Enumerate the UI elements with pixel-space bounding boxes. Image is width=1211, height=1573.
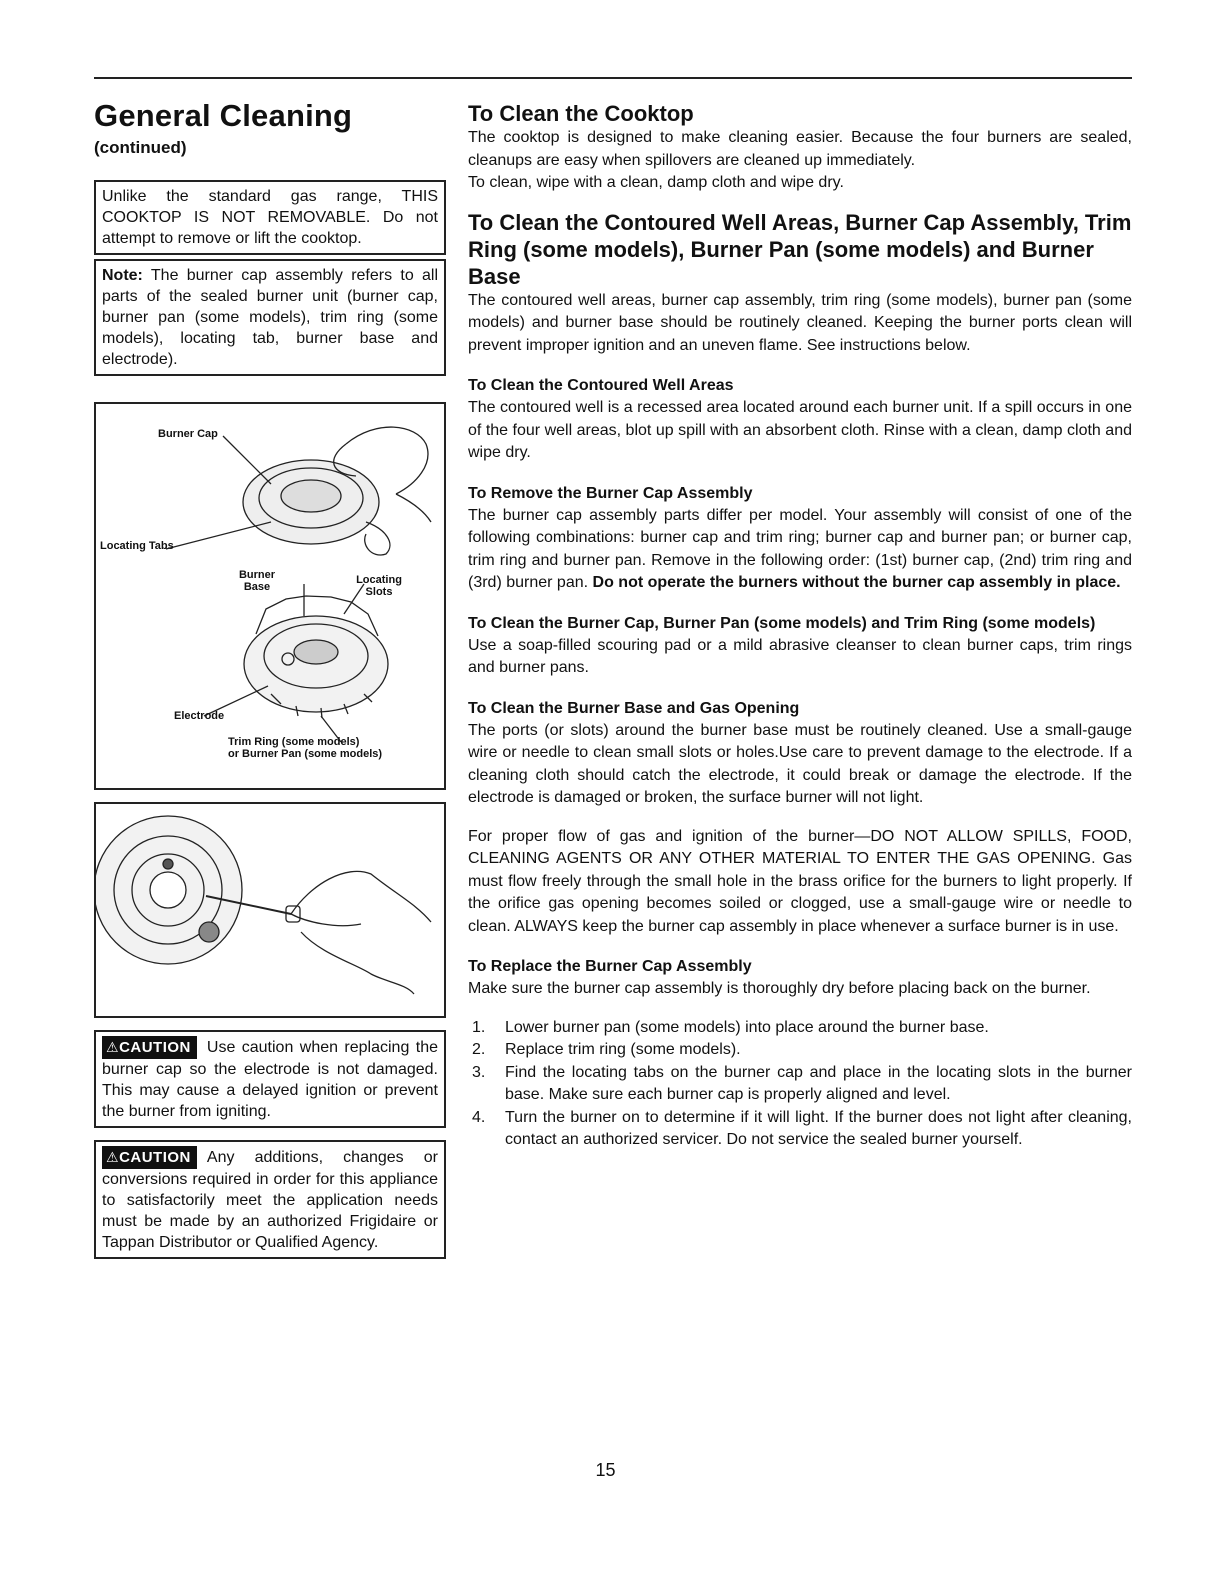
list-item bbox=[468, 1039, 1132, 1062]
burner-assembly-figure bbox=[94, 402, 446, 790]
electrode-cleaning-illustration bbox=[96, 804, 444, 1012]
para-clean-cap: Use a soap-filled scouring pad or a mild abrasive cleanser to clean burner caps, trim rings and burner pans. bbox=[468, 636, 1132, 676]
page-number: 15 bbox=[595, 1460, 616, 1480]
para-remove-cap bbox=[468, 505, 1132, 595]
heading-clean-cap: To Clean the Burner Cap, Burner Pan (some models) and Trim Ring (some models) bbox=[468, 614, 1096, 632]
note-text: The burner cap assembly refers to all parts of the sealed burner unit (burner cap, burner pan (some models), trim ring (some models), locating tab, burner base and electrode). bbox=[102, 267, 439, 368]
right-column bbox=[468, 100, 1132, 1152]
step-text: Replace trim ring (some models). bbox=[505, 1041, 741, 1058]
para-cooktop-1: The cooktop is designed to make cleaning easier. Because the four burners are sealed, cleanups are easy when spillovers are cleaned up immediately. bbox=[468, 129, 1132, 169]
caution-label: CAUTION bbox=[119, 1149, 191, 1166]
label-trim-ring: Trim Ring (some models) bbox=[228, 736, 360, 748]
list-item bbox=[468, 1107, 1132, 1152]
caution-badge bbox=[102, 1146, 197, 1169]
list-item bbox=[468, 1062, 1132, 1107]
caution-box-conversions bbox=[94, 1140, 446, 1259]
para-burner-base: The ports (or slots) around the burner base must be routinely cleaned. Use a small-gauge wire or needle to clean small slots or holes.Use care to prevent damage to the electrode. If a cleaning cloth should catch the electrode, it could break or damage the electrode. If the electrode is damaged or broken, the surface burner will not light. bbox=[468, 721, 1132, 806]
step-text: Lower burner pan (some models) into place around the burner base. bbox=[505, 1018, 989, 1036]
heading-replace-cap: To Replace the Burner Cap Assembly bbox=[468, 958, 752, 975]
notice-box: Unlike the standard gas range, THIS COOKTOP IS NOT REMOVABLE. Do not attempt to remove or lift the cooktop. bbox=[94, 180, 446, 255]
label-locating-tabs: Locating Tabs bbox=[100, 540, 174, 552]
caution-badge bbox=[102, 1036, 197, 1059]
step-number: 2. bbox=[472, 1041, 486, 1058]
remove-cap-warning: Do not operate the burners without the burner cap assembly in place. bbox=[592, 574, 1121, 591]
caution-box-electrode bbox=[94, 1030, 446, 1128]
replace-steps-list bbox=[468, 1017, 1132, 1152]
step-number: 1. bbox=[472, 1018, 486, 1036]
para-replace-cap: Make sure the burner cap assembly is thoroughly dry before placing back on the burner. bbox=[468, 980, 1091, 997]
label-locating-slots: Locating Slots bbox=[356, 574, 402, 598]
para-gas-flow: For proper flow of gas and ignition of the burner—DO NOT ALLOW SPILLS, FOOD, CLEANING AGENTS OR ANY OTHER MATERIAL TO ENTER THE GAS OPENING. Gas must flow freely through the small hole in the brass orifice for the burners to light properly. If the orifice gas opening becomes soiled or clogged, use a small-gauge wire or needle to clean. ALWAYS keep the burner cap assembly in place whenever a surface burner is in use. bbox=[468, 827, 1132, 935]
step-number: 3. bbox=[472, 1063, 486, 1081]
note-box bbox=[94, 259, 446, 376]
label-burner-base: Burner Base bbox=[238, 569, 276, 593]
heading-well-areas: To Clean the Contoured Well Areas bbox=[468, 377, 734, 394]
heading-remove-cap: To Remove the Burner Cap Assembly bbox=[468, 484, 753, 502]
label-burner-cap: Burner Cap bbox=[158, 428, 218, 440]
para-cooktop-2: To clean, wipe with a clean, damp cloth and wipe dry. bbox=[468, 174, 844, 191]
top-rule bbox=[94, 77, 1132, 79]
note-label: Note: bbox=[102, 267, 143, 284]
label-electrode: Electrode bbox=[174, 710, 225, 722]
para-well-areas: The contoured well is a recessed area located around each burner unit. If a spill occurs in one of the four well areas, blot up spill with an absorbent cloth. Rinse with a clean, damp cloth and wipe dry. bbox=[468, 399, 1132, 461]
electrode-cleaning-figure bbox=[94, 802, 446, 1018]
heading-burner-base: To Clean the Burner Base and Gas Opening bbox=[468, 699, 800, 717]
page-title: General Cleaning bbox=[94, 98, 353, 133]
caution-text-electrode: Use caution when replacing the burner cap so the electrode is not damaged. This may cause a delayed ignition or prevent the burner from igniting. bbox=[102, 1039, 438, 1120]
para-contoured: The contoured well areas, burner cap assembly, trim ring (some models), burner pan (some models) and burner base should be routinely cleaned. Keeping the burner ports clean will prevent improper ignition and an uneven flame. See instructions below. bbox=[468, 291, 1132, 354]
caution-text-conversions: Any additions, changes or conversions required in order for this appliance to satisfactorily meet the application needs must be made by an authorized Frigidaire or Tappan Distributor or Qualified Agency. bbox=[102, 1149, 438, 1251]
left-column bbox=[94, 98, 446, 1259]
page-subtitle: (continued) bbox=[94, 138, 187, 157]
step-text: Turn the burner on to determine if it will light. If the burner does not light after cleaning, contact an authorized servicer. Do not service the sealed burner yourself. bbox=[505, 1108, 1132, 1148]
list-item bbox=[468, 1017, 1132, 1040]
step-text: Find the locating tabs on the burner cap and place in the locating slots in the burner base. Make sure each burner cap is properly aligned and level. bbox=[505, 1063, 1132, 1103]
step-number: 4. bbox=[472, 1108, 486, 1126]
warning-triangle-icon: ⚠ bbox=[106, 1149, 120, 1165]
label-burner-pan: or Burner Pan (some models) bbox=[228, 748, 383, 760]
caution-label: CAUTION bbox=[119, 1039, 191, 1056]
remove-cap-text: The burner cap assembly parts differ per model. Your assembly will consist of one of the following combinations: burner cap and trim ring; burner cap and burner pan; or burner cap, trim ring and burner pan. Remove in the following order: (1st) burner cap, (2nd) trim ring and (3rd) burner pan. bbox=[468, 506, 1132, 591]
heading-clean-cooktop: To Clean the Cooktop bbox=[468, 101, 694, 126]
warning-triangle-icon: ⚠ bbox=[106, 1039, 120, 1055]
heading-contoured-assembly: To Clean the Contoured Well Areas, Burner Cap Assembly, Trim Ring (some models), Burner Pan (some models) and Burner Base bbox=[468, 209, 1132, 289]
